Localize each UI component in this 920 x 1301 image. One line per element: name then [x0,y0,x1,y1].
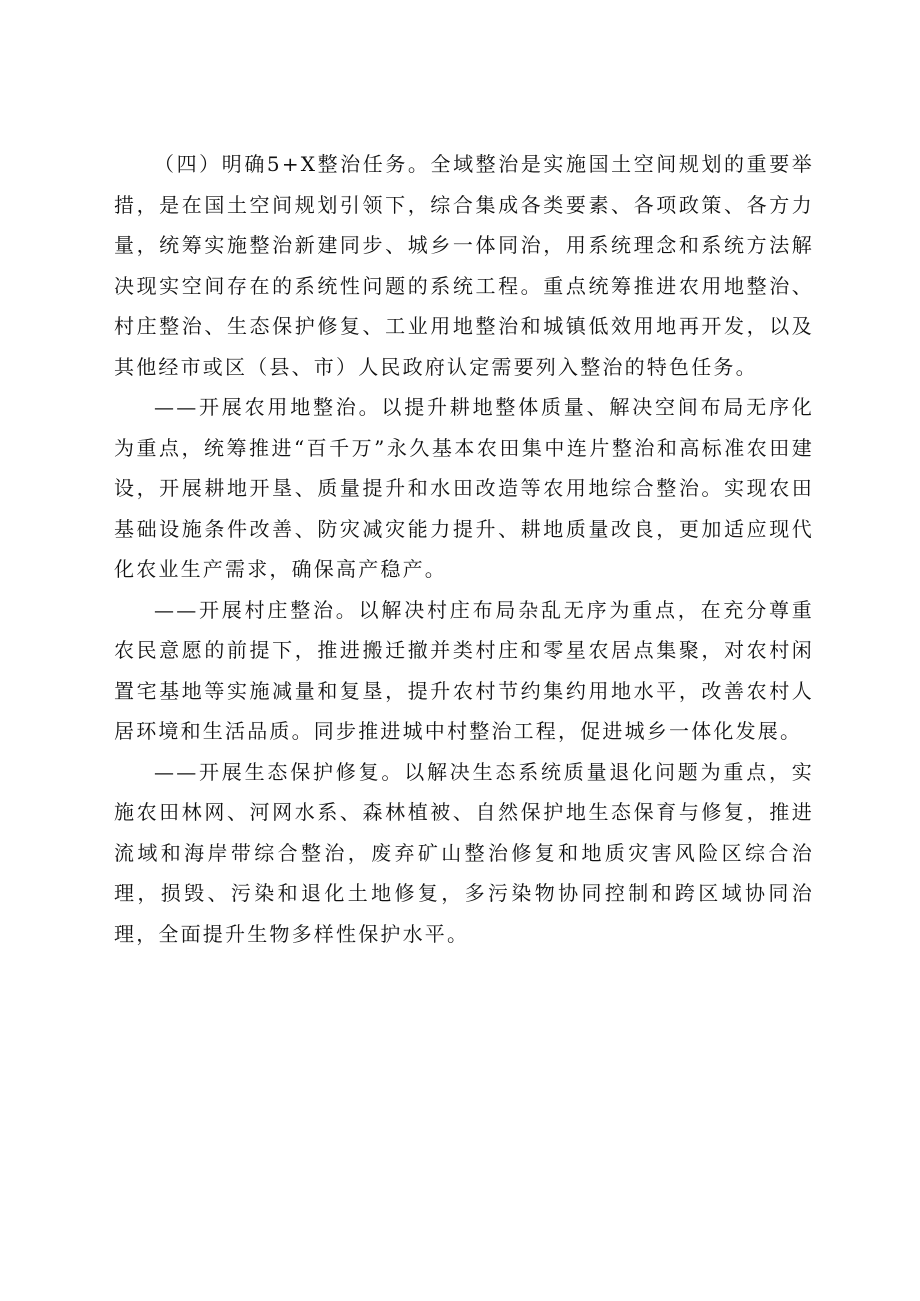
paragraph-ecological-restoration: ——开展生态保护修复。以解决生态系统质量退化问题为重点，实施农田林网、河网水系、森林植被、自然保护地生态保育与修复，推进流域和海岸带综合整治，废弃矿山整治修复和地质灾害风险区综合治理，损毁、污染和退化土地修复，多污染物协同控制和跨区域协同治理，全面提升生物多样性保护水平。 [114,759,814,946]
paragraph-task-overview: （四）明确5+X整治任务。全域整治是实施国土空间规划的重要举措，是在国土空间规划引领下，综合集成各类要素、各项政策、各方力量，统筹实施整治新建同步、城乡一体同治，用系统理念和系统方法解决现实空间存在的系统性问题的系统工程。重点统筹推进农用地整治、村庄整治、生态保护修复、工业用地整治和城镇低效用地再开发，以及其他经市或区（县、市）人民政府认定需要列入整治的特色任务。 [114,152,814,379]
document-body [114,144,814,954]
paragraph-farmland-remediation: ——开展农用地整治。以提升耕地整体质量、解决空间布局无序化为重点，统筹推进“百千万”永久基本农田集中连片整治和高标准农田建设，开展耕地开垦、质量提升和水田改造等农用地综合整治。实现农田基础设施条件改善、防灾减灾能力提升、耕地质量改良，更加适应现代化农业生产需求，确保高产稳产。 [114,395,814,581]
paragraph-village-remediation: ——开展村庄整治。以解决村庄布局杂乱无序为重点，在充分尊重农民意愿的前提下，推进搬迁撤并类村庄和零星农居点集聚，对农村闲置宅基地等实施减量和复垦，提升农村节约集约用地水平，改善农村人居环境和生活品质。同步推进城中村整治工程，促进城乡一体化发展。 [114,597,814,743]
